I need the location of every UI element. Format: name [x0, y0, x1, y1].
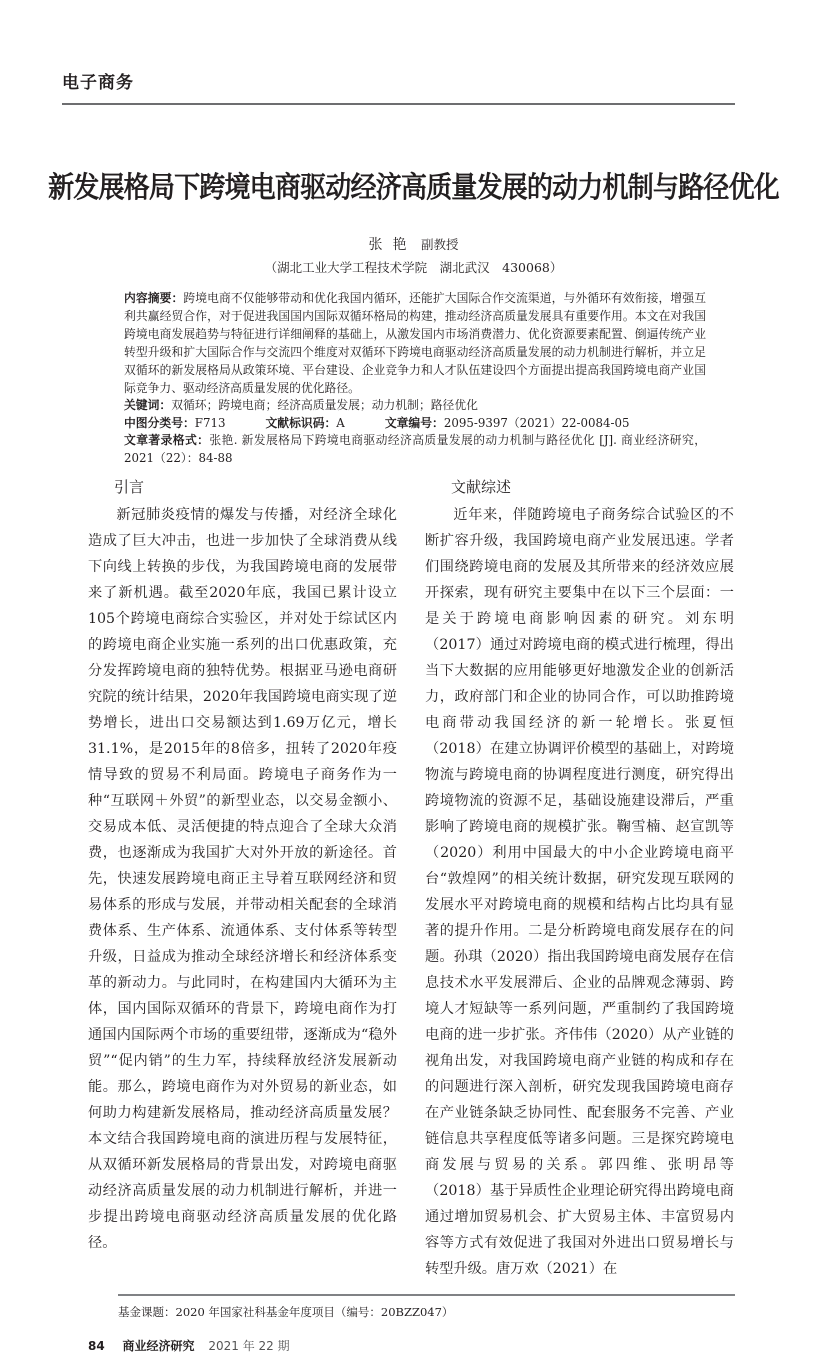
citation-label: 文章著录格式： — [124, 433, 210, 447]
citation-text: 张艳. 新发展格局下跨境电商驱动经济高质量发展的动力机制与路径优化 [J]. 商业经济研究，2021（22）：84-88 — [124, 433, 706, 465]
abstract — [124, 289, 706, 397]
article-title: 新发展格局下跨境电商驱动经济高质量发展的动力机制与路径优化 — [48, 170, 779, 204]
journal-name: 商业经济研究 — [122, 1339, 195, 1353]
footnote-rule — [118, 1294, 735, 1296]
doc-code-label: 文献标识码： — [265, 415, 337, 430]
keywords-label: 关键词： — [124, 398, 172, 412]
article-no-value: 2095-9397（2021）22-0084-05 — [443, 415, 630, 430]
citation — [124, 432, 706, 467]
author-name: 张艳 — [368, 237, 417, 253]
author-title: 副教授 — [420, 237, 459, 252]
page-footer — [88, 1338, 827, 1354]
intro-heading: 引言 — [114, 478, 145, 496]
abstract-block — [124, 289, 706, 467]
body-columns — [88, 475, 734, 1282]
clc-label: 中图分类号： — [124, 415, 195, 430]
classification-line — [124, 415, 706, 433]
page-body — [0, 289, 827, 1354]
review-paragraph: 近年来，伴随跨境电子商务综合试验区的不断扩容升级，我国跨境电商产业发展迅速。学者们围绕跨境电商的发展及其所带来的经济效应展开探索，现有研究主要集中在以下三个层面：一是关于跨境电商影响因素的研究。刘东明（2017）通过对跨境电商的模式进行梳理，得出当下大数据的应用能够更好地激发企业的创新活力，政府部门和企业的协同合作，可以助推跨境电商带动我国经济的新一轮增长。张夏恒（2018）在建立协调评价模型的基础上，对跨境物流与跨境电商的协调程度进行测度，研究得出跨境物流的资源不足，基础设施建设滞后，严重影响了跨境电商的规模扩张。鞠雪楠、赵宣凯等（2020）利用中国最大的中小企业跨境电商平台“敦煌网”的相关统计数据，研究发现互联网的发展水平对跨境电商的规模和结构占比均具有显著的提升作用。二是分析跨境电商发展存在的问题。孙琪（2020）指出我国跨境电商发展存在信息技术水平发展滞后、企业的品牌观念薄弱、跨境人才短缺等一系列问题，严重制约了我国跨境电商的进一步扩张。齐伟伟（2020）从产业链的视角出发，对我国跨境电商产业链的构成和存在的问题进行深入剖析，研究发现我国跨境电商存在产业链条缺乏协同性、配套服务不完善、产业链信息共享程度低等诸多问题。三是探究跨境电商发展与贸易的关系。郭四维、张明昂等（2018）基于异质性企业理论研究得出跨境电商通过增加贸易机会、扩大贸易主体、丰富贸易内容等方式有效促进了我国对外进出口贸易增长与转型升级。唐万欢（2021）在 — [425, 507, 734, 1277]
doc-code-value: A — [336, 415, 345, 430]
intro-paragraph: 新冠肺炎疫情的爆发与传播，对经济全球化造成了巨大冲击，也进一步加快了全球消费从线下向线上转换的步伐，为我国跨境电商的发展带来了新机遇。截至2020年底，我国已累计设立105个跨境电商综合实验区，并对处于综试区内的跨境电商企业实施一系列的出口优惠政策，充分发挥跨境电商的独特优势。根据亚马逊电商研究院的统计结果，2020年我国跨境电商实现了逆势增长，进出口交易额达到1.69万亿元，增长31.1%，是2015年的8倍多，扭转了2020年疫情导致的贸易不利局面。跨境电子商务作为一种“互联网＋外贸”的新型业态，以交易金额小、交易成本低、灵活便捷的特点迎合了全球大众消费，也逐渐成为我国扩大对外开放的新途径。首先，快速发展跨境电商正主导着互联网经济和贸易体系的形成与发展，并带动相关配套的全球消费体系、生产体系、流通体系、支付体系等转型升级，日益成为推动全球经济增长和经济体系变革的新动力。与此同时，在构建国内大循环为主体，国内国际双循环的背景下，跨境电商作为打通国内国际两个市场的重要纽带，逐渐成为“稳外贸”“促内销”的生力军，持续释放经济发展新动能。那么，跨境电商作为对外贸易的新业态，如何助力构建新发展格局，推动经济高质量发展？本文结合我国跨境电商的演进历程与发展特征，从双循环新发展格局的背景出发，对跨境电商驱动经济高质量发展的动力机制进行解析，并进一步提出跨境电商驱动经济高质量发展的优化路径。 — [88, 507, 397, 1251]
header-rule — [62, 103, 735, 105]
keywords-text: 双循环；跨境电商；经济高质量发展；动力机制；路径优化 — [171, 398, 478, 412]
page-number: 84 — [88, 1339, 105, 1353]
section-tag: 电子商务 — [62, 73, 134, 93]
abstract-text: 跨境电商不仅能够带动和优化我国内循环，还能扩大国际合作交流渠道，与外循环有效衔接，增强互利共赢经贸合作，对于促进我国国内国际双循环格局的构建，推动经济高质量发展具有重要作用。本文在对我国跨境电商发展趋势与特征进行详细阐释的基础上，从激发国内市场消费潜力、优化资源要素配置、倒逼传统产业转型升级和扩大国际合作与交流四个维度对双循环下跨境电商驱动经济高质量发展的动力机制进行解析，并立足双循环的新发展格局从政策环境、平台建设、企业竞争力和人才队伍建设四个方面提出提高我国跨境电商产业国际竞争力、驱动经济高质量发展的优化路径。 — [124, 291, 706, 395]
article-no-label: 文章编号： — [384, 415, 444, 430]
review-heading: 文献综述 — [451, 478, 512, 496]
abstract-label: 内容摘要： — [124, 291, 184, 305]
review-section — [425, 475, 734, 1282]
clc-value: F713 — [194, 415, 226, 430]
affiliation: （湖北工业大学工程技术学院 湖北武汉 430068） — [264, 260, 563, 275]
intro-section — [88, 475, 397, 1256]
keywords — [124, 397, 706, 415]
author-line — [0, 234, 827, 254]
issue: 2021 年 22 期 — [208, 1339, 290, 1353]
fund-note: 基金课题：2020 年国家社科基金年度项目（编号：20BZZ047） — [118, 1305, 454, 1319]
